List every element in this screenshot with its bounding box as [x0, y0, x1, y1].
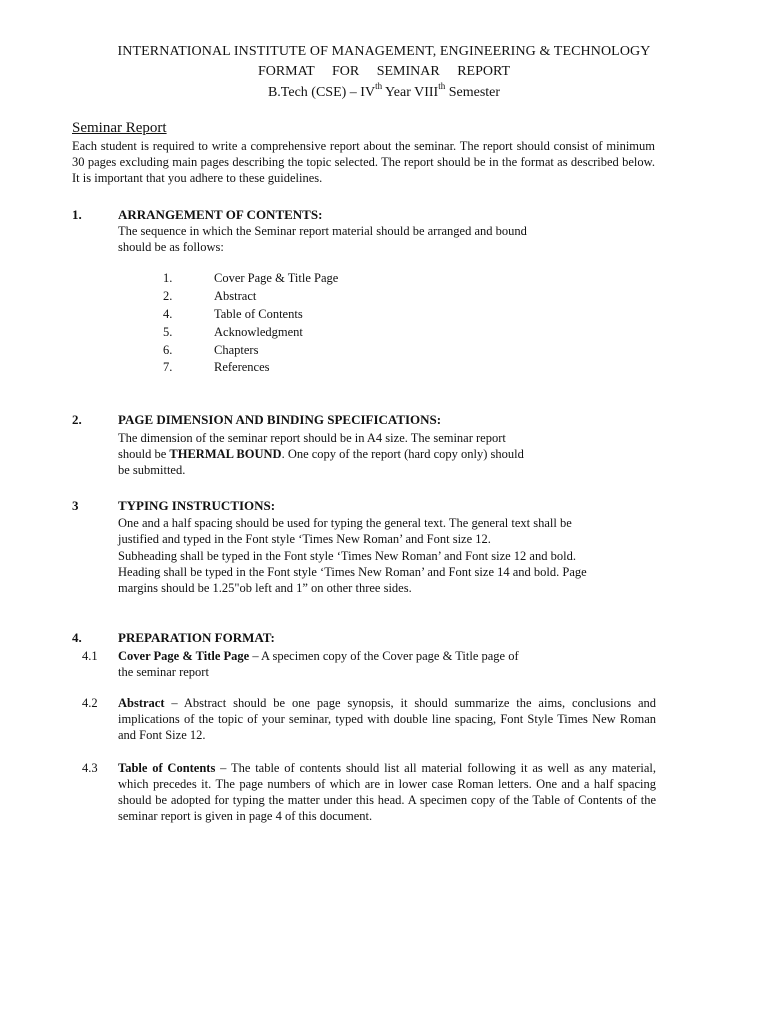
section-1-text-line2: should be as follows:	[118, 240, 224, 254]
section-3-number: 3	[72, 498, 79, 513]
subsection-4-3-body	[118, 760, 656, 824]
section-3-title: TYPING INSTRUCTIONS:	[118, 498, 276, 513]
section-2-line2-post: . One copy of the report (hard copy only) should	[281, 447, 524, 461]
subsection-4-1-text: – A specimen copy of the Cover page & Title page of	[249, 649, 519, 663]
section-3-line4: Heading shall be typed in the Font style ‘Times New Roman’ and Font size 14 and bold. Page	[118, 565, 587, 579]
section-3-line2: justified and typed in the Font style ‘Times New Roman’ and Font size 12.	[118, 532, 491, 546]
section-1-number: 1.	[72, 207, 82, 222]
thermal-bound-text: THERMAL BOUND	[169, 447, 282, 461]
list-item-number: 6.	[163, 343, 173, 357]
subsection-4-2-body	[118, 695, 656, 743]
semester-superscript: th	[438, 81, 446, 91]
list-item-label: Abstract	[214, 289, 257, 303]
list-item-number: 7.	[163, 360, 173, 374]
institute-title: INTERNATIONAL INSTITUTE OF MANAGEMENT, ENGINEERING & TECHNOLOGY	[117, 44, 651, 59]
subsection-4-3-title: Table of Contents	[118, 761, 216, 775]
seminar-report-heading: Seminar Report	[72, 120, 167, 136]
section-2-line2	[118, 446, 524, 462]
subsection-4-2-text: – Abstract should be one page synopsis, it should summarize the aims, conclusions and implications of the topic of your seminar, typed with double line spacing, Font Style Times New Roman and Font Size 12.	[118, 696, 656, 742]
section-1-text-line1: The sequence in which the Seminar report material should be arranged and bound	[118, 224, 527, 238]
subsection-number: 4.1	[82, 649, 98, 663]
section-2-line2-pre: should be	[118, 447, 170, 461]
list-item-label: References	[214, 360, 270, 374]
subsection-number: 4.3	[82, 761, 98, 775]
section-4-number: 4.	[72, 630, 82, 645]
section-4-title: PREPARATION FORMAT:	[118, 630, 275, 645]
subsection-4-3-text: – The table of contents should list all material following it as well as any material, which precedes it. The page numbers of which are in lower case Roman letters. One and a half spacing should be adopted for typing the matter under this head. A specimen copy of the Table of Contents of the seminar report is given in page 4 of this document.	[118, 761, 656, 823]
list-item-number: 4.	[163, 307, 173, 321]
section-2-line1: The dimension of the seminar report should be in A4 size. The seminar report	[118, 431, 506, 445]
subsection-4-1-line2: the seminar report	[118, 665, 209, 679]
list-item-label: Cover Page & Title Page	[214, 271, 339, 285]
subsection-4-1-line1	[118, 648, 519, 664]
list-item-label: Acknowledgment	[214, 325, 303, 339]
list-item-label: Table of Contents	[214, 307, 303, 321]
list-item-label: Chapters	[214, 343, 259, 357]
section-3-line5: margins should be 1.25"ob left and 1” on other three sides.	[118, 581, 412, 595]
list-item-number: 1.	[163, 271, 173, 285]
section-2-title: PAGE DIMENSION AND BINDING SPECIFICATIONS:	[118, 412, 442, 427]
format-title: FORMAT FOR SEMINAR REPORT	[257, 64, 511, 79]
list-item-number: 5.	[163, 325, 173, 339]
section-3-line1: One and a half spacing should be used for typing the general text. The general text shall be	[118, 516, 572, 530]
course-suffix: Semester	[445, 85, 501, 100]
course-prefix: B.Tech (CSE) – IV	[267, 85, 376, 100]
seminar-intro: Each student is required to write a comprehensive report about the seminar. The report should consist of minimum 30 pages excluding main pages describing the topic selected. The report should be in the format as described below. It is important that you adhere to these guidelines.	[72, 139, 655, 185]
section-2-line3: be submitted.	[118, 463, 186, 477]
section-2-number: 2.	[72, 412, 82, 427]
subsection-4-1-title: Cover Page & Title Page	[118, 649, 250, 663]
course-middle: Year VIII	[382, 85, 439, 100]
course-line	[0, 81, 768, 101]
section-3-line3: Subheading shall be typed in the Font style ‘Times New Roman’ and Font size 12 and bold.	[118, 549, 576, 563]
year-superscript: th	[375, 81, 383, 91]
list-item-number: 2.	[163, 289, 173, 303]
subsection-4-2-title: Abstract	[118, 696, 165, 710]
subsection-number: 4.2	[82, 696, 98, 710]
section-1-title: ARRANGEMENT OF CONTENTS:	[118, 207, 323, 222]
